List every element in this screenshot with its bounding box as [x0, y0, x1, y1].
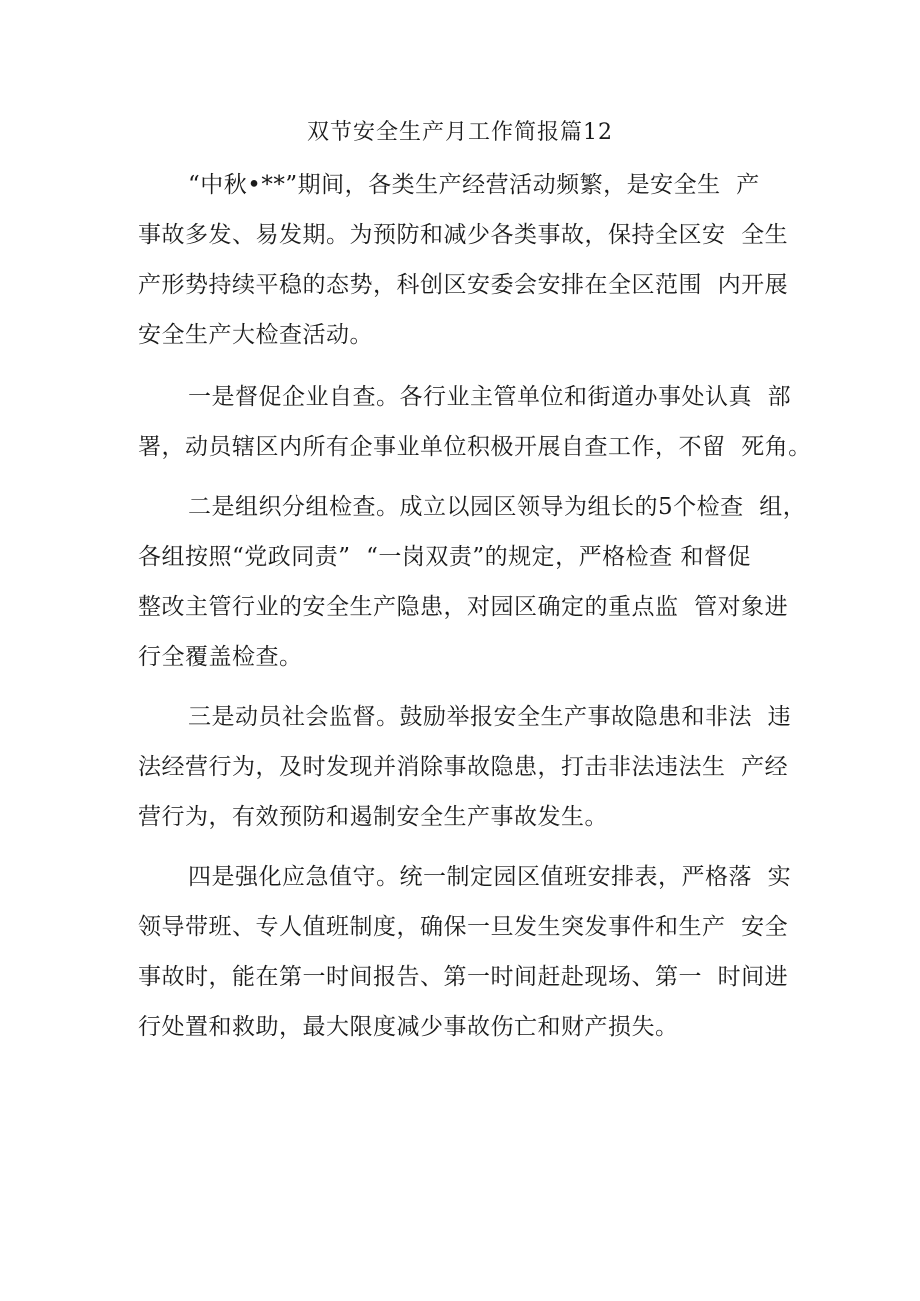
- paragraph-line: 事故多发、易发期。为预防和减少各类事故，保持全区安 全生: [138, 222, 789, 248]
- paragraph-self-inspection: [138, 372, 812, 472]
- document-title: 双节安全生产月工作简报篇12: [307, 120, 613, 145]
- paragraph-line: 营行为，有效预防和遏制安全生产事故发生。: [138, 804, 608, 830]
- paragraph-emergency-duty: [138, 852, 798, 1052]
- paragraph-line: 整改主管行业的安全生产隐患，对园区确定的重点监 管对象进: [138, 594, 789, 620]
- paragraph-line: 事故时，能在第一时间报告、第一时间赶赴现场、第一 时间进: [138, 964, 789, 990]
- paragraph-line: 行处置和救助，最大限度减少事故伤亡和财产损失。: [138, 1014, 679, 1040]
- document-body: [138, 160, 812, 1052]
- paragraph-line: 法经营行为，及时发现并消除事故隐患，打击非法违法生 产经: [138, 754, 789, 780]
- paragraph-line: 四是强化应急值守。统一制定园区值班安排表，严格落 实: [188, 864, 792, 890]
- paragraph-group-inspection: [138, 482, 807, 682]
- paragraph-line: 产形势持续平稳的态势，科创区安委会安排在全区范围 内开展: [138, 272, 789, 298]
- paragraph-line: 二是组织分组检查。成立以园区领导为组长的5个检查 组，: [188, 494, 807, 520]
- paragraph-line: 一是督促企业自查。各行业主管单位和街道办事处认真 部: [188, 384, 792, 410]
- paragraph-line: 领导带班、专人值班制度，确保一旦发生突发事件和生产 安全: [138, 914, 789, 940]
- paragraph-line: “中秋•**”期间，各类生产经营活动频繁，是安全生 产: [188, 172, 760, 198]
- paragraph-intro: [138, 160, 798, 360]
- paragraph-social-supervision: [138, 692, 798, 842]
- paragraph-line: 安全生产大检查活动。: [138, 322, 373, 348]
- paragraph-line: 行全覆盖检查。: [138, 644, 303, 670]
- paragraph-line: 各组按照“党政同责” “一岗双责”的规定，严格检查 和督促: [138, 544, 751, 570]
- paragraph-line: 三是动员社会监督。鼓励举报安全生产事故隐患和非法 违: [188, 704, 792, 730]
- paragraph-line: 署，动员辖区内所有企事业单位积极开展自查工作，不留 死角。: [138, 434, 812, 460]
